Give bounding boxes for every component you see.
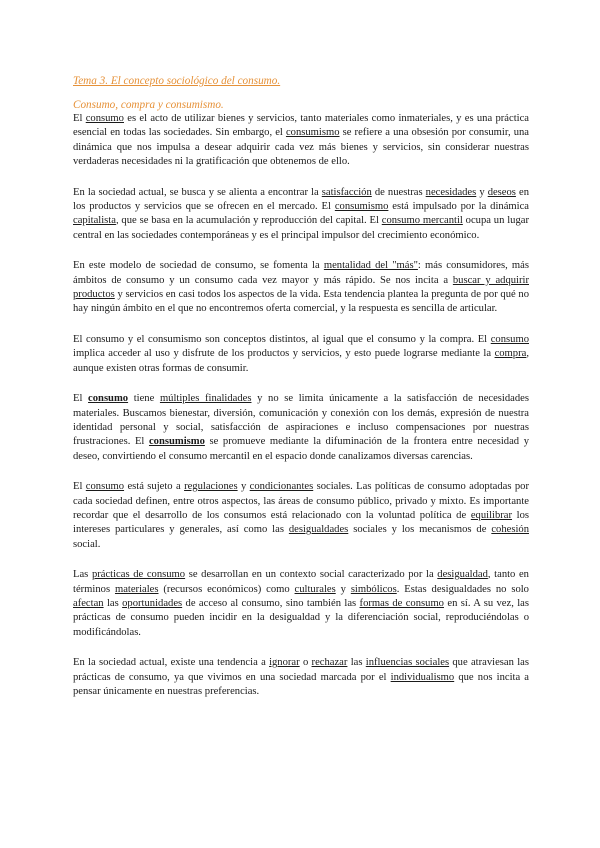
text-run: En la sociedad actual, se busca y se alienta a encontrar la bbox=[73, 186, 322, 198]
underlined-term: equilibrar bbox=[470, 509, 513, 521]
document-page bbox=[73, 74, 529, 715]
paragraph-4 bbox=[73, 333, 529, 376]
underlined-term: compra bbox=[494, 348, 527, 360]
text-run: y servicios en casi todos los aspectos de la vida. Esta tendencia plantea la pregunta de por qué no hay ningún ámbito en el que no encontremos oferta comercial, y la respuesta es sencilla de articular. bbox=[73, 289, 529, 315]
text-run: El bbox=[73, 481, 86, 493]
text-run: y bbox=[476, 186, 488, 198]
underlined-term: culturales bbox=[294, 583, 336, 595]
section-subtitle: Consumo, compra y consumismo. bbox=[73, 99, 224, 111]
underlined-term: mentalidad del "más" bbox=[323, 260, 418, 272]
text-run: de nuestras bbox=[371, 186, 426, 198]
underlined-term: consumo bbox=[85, 481, 125, 493]
text-run: se desarrollan en un contexto social caracterizado por la bbox=[185, 569, 438, 581]
underlined-term: consumo bbox=[490, 333, 529, 345]
text-run: o bbox=[299, 657, 312, 669]
underlined-term: deseos bbox=[487, 186, 516, 198]
underlined-term: consumo bbox=[85, 113, 124, 124]
text-run: de acceso al consumo, sino también las bbox=[182, 597, 360, 609]
underlined-term: consumismo bbox=[334, 201, 389, 213]
underlined-term: simbólicos bbox=[350, 583, 397, 595]
text-run: , tanto en términos bbox=[73, 569, 529, 595]
underlined-term: regulaciones bbox=[184, 481, 238, 493]
text-run: tiene bbox=[128, 393, 160, 405]
text-run: . Estas desigualdades no solo bbox=[396, 583, 529, 595]
text-run: está impulsado por la dinámica bbox=[388, 201, 529, 213]
underlined-term: satisfacción bbox=[321, 186, 372, 198]
underlined-term: individualismo bbox=[390, 671, 455, 683]
document-body bbox=[73, 112, 529, 699]
paragraph-1 bbox=[73, 112, 529, 170]
text-run: sociales y los mecanismos de bbox=[348, 524, 492, 536]
text-run: y bbox=[335, 583, 351, 595]
paragraph-6 bbox=[73, 480, 529, 552]
underlined-term: oportunidades bbox=[122, 597, 183, 609]
underlined-term: desigualdad bbox=[437, 569, 488, 581]
text-run: en los productos y servicios que se ofrecen en el mercado. El bbox=[73, 186, 529, 213]
underlined-term: necesidades bbox=[425, 186, 477, 198]
underlined-term: formas de consumo bbox=[359, 597, 444, 609]
underlined-term: prácticas de consumo bbox=[91, 569, 186, 581]
text-run: y no se limita únicamente a la satisfacción de necesidades materiales. Buscamos bienestar, diversión, comunicación y conexión con los demás, expresión de nuestra identidad personal y social, satisfacción de aspiraciones e incluso compensaciones por nuestras frustraciones. El bbox=[73, 393, 529, 448]
text-run: ocupa un lugar central en las sociedades contemporáneas y es el principal impulsor del crecimiento económico. bbox=[73, 215, 530, 241]
text-run: los intereses particulares y generales, así como las bbox=[73, 509, 530, 536]
text-run: en sí. A su vez, las prácticas de consumo pueden incidir en la desigualdad y la diferenciación social, reproduciéndolas o modificándolas. bbox=[73, 597, 530, 638]
paragraph-7 bbox=[73, 568, 529, 640]
text-run: se refiere a una obsesión por consumir, una dinámica que nos impulsa a desear adquirir cada vez más bienes y servicios, sin considerar nuestras verdaderas necesidades ni la gratificación que obtenemos de ello. bbox=[73, 127, 529, 168]
text-run: las bbox=[347, 657, 366, 669]
text-run: , aunque existen otras formas de consumir. bbox=[73, 348, 529, 374]
text-run: El bbox=[73, 393, 89, 405]
underlined-term: capitalista bbox=[73, 215, 116, 227]
text-run: es el acto de utilizar bienes y servicios, tanto materiales como inmateriales, y es una práctica esencial en todas las sociedades. Sin embargo, el bbox=[73, 113, 529, 139]
underlined-term: buscar y adquirir productos bbox=[73, 274, 529, 301]
underlined-term: materiales bbox=[114, 583, 159, 595]
text-run: En este modelo de sociedad de consumo, se fomenta la bbox=[73, 260, 324, 272]
paragraph-5 bbox=[73, 392, 529, 464]
paragraph-8 bbox=[73, 656, 529, 699]
underlined-term: cohesión bbox=[491, 524, 529, 536]
text-run: sociales. Las políticas de consumo adoptadas por cada sociedad definen, entre otros aspectos, las áreas de consumo público, privado y mixto. Es importante recordar que el desarrollo de los consumos está relacionado con la voluntad política de bbox=[73, 481, 529, 521]
underlined-term: consumismo bbox=[285, 127, 340, 139]
document-title: Tema 3. El concepto sociológico del consumo. bbox=[73, 75, 281, 87]
text-run: , que se basa en la acumulación y reproducción del capital. El bbox=[115, 215, 382, 227]
text-run: implica acceder al uso y disfrute de los productos y servicios, y esto puede lograrse mediante la bbox=[73, 348, 495, 360]
text-run: El bbox=[73, 113, 86, 124]
text-run: En la sociedad actual, existe una tendencia a bbox=[73, 657, 270, 669]
underlined-term: múltiples finalidades bbox=[159, 393, 252, 405]
text-run: que nos incita a pensar únicamente en nuestras preferencias. bbox=[73, 671, 529, 697]
underlined-term: afectan bbox=[73, 597, 104, 609]
paragraph-2 bbox=[73, 186, 529, 244]
underlined-term: ignorar bbox=[269, 657, 300, 669]
text-run: : más consumidores, más ámbitos de consumo y un consumo cada vez mayor y más rápido. Se nos incita a bbox=[73, 260, 529, 286]
text-run: (recursos económicos) como bbox=[158, 583, 295, 595]
text-run: está sujeto a bbox=[124, 481, 185, 493]
text-run: las bbox=[103, 597, 123, 609]
paragraph-3 bbox=[73, 259, 529, 317]
underlined-term: influencias sociales bbox=[365, 657, 450, 669]
underlined-term: condicionantes bbox=[249, 481, 314, 493]
text-run: se promueve mediante la difuminación de la frontera entre necesidad y deseo, convirtiendo el consumo mercantil en el espacio donde canalizamos diversas carencias. bbox=[73, 436, 529, 462]
underlined-term: rechazar bbox=[311, 657, 348, 669]
text-run: que atraviesan las prácticas de consumo, ya que vivimos en una sociedad marcada por el bbox=[73, 657, 529, 683]
underlined-term: desigualdades bbox=[288, 524, 349, 536]
underlined-term: consumismo bbox=[148, 436, 205, 448]
text-run: El consumo y el consumismo son conceptos distintos, al igual que el consumo y la compra. El bbox=[73, 333, 491, 345]
underlined-term: consumo mercantil bbox=[381, 215, 463, 227]
text-run: social. bbox=[73, 538, 101, 550]
text-run: y bbox=[237, 481, 250, 493]
underlined-term: consumo bbox=[88, 393, 129, 405]
text-run: Las bbox=[73, 569, 92, 581]
